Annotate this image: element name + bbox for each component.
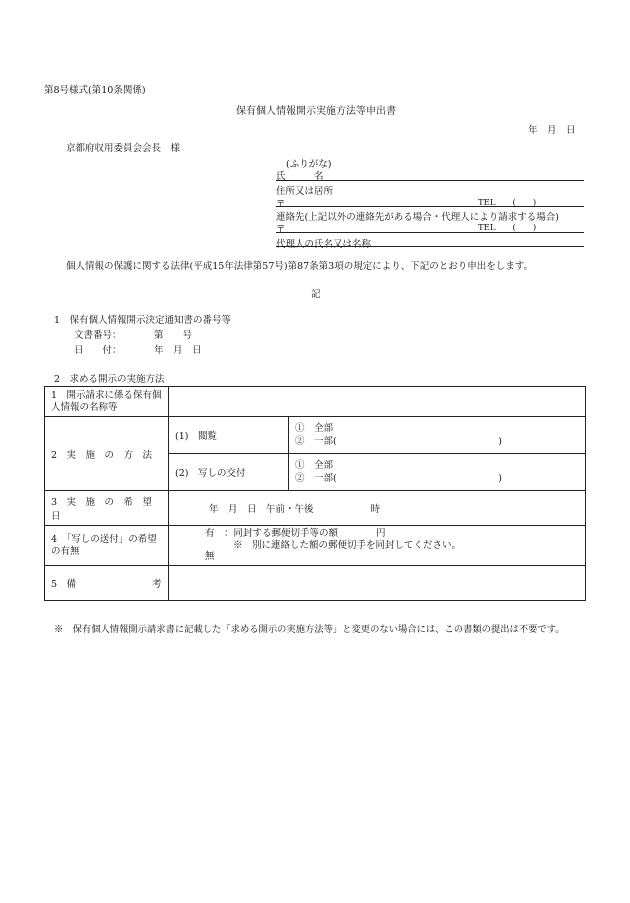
tel-label: TEL ( ) [478,198,537,208]
ki-heading: 記 [311,289,321,300]
method-copy-options[interactable] [289,454,586,491]
view-all-option[interactable]: ① 全部 [295,423,334,434]
address-label: 住所又は居所 [276,186,334,197]
info-name-field[interactable] [169,387,586,417]
preferred-date-field[interactable]: 年 月 日 午前・午後 時 [169,491,586,526]
table-row [45,417,586,454]
contact-label: 連絡先(上記以外の連絡先がある場合・代理人により請求する場合) [276,212,559,223]
remarks-field[interactable] [169,566,586,601]
section2-heading: 2 求める開示の実施方法 [54,374,165,385]
remarks-label: 5 備 考 [45,566,169,601]
view-partial-option[interactable]: ② 一部( ) [295,436,502,447]
method-view-label: (1) 閲覧 [169,417,289,454]
agent-label: 代理人の氏名又は名称 [276,239,372,250]
addressee: 京都府収用委員会会長 様 [66,143,181,154]
doc-no-label: 文書番号： [74,330,122,341]
copy-partial-option[interactable]: ② 一部( ) [295,473,502,484]
tel-label-2: TEL ( ) [478,223,537,233]
document-title: 保有個人情報開示実施方法等申出書 [236,106,396,117]
address-field-line[interactable] [276,206,584,207]
table-row [45,566,586,601]
method-copy-label: (2) 写しの交付 [169,454,289,491]
date-value: 年 月 日 [154,345,202,356]
table-row [45,526,586,566]
delivery-yes-option[interactable]: 有 ：同封する郵便切手等の額 円 [205,528,386,540]
copy-delivery-options[interactable] [169,526,586,566]
postal-mark: 〒 [276,199,286,210]
method-label: 2 実 施 の 方 法 [45,417,169,491]
statement: 個人情報の保護に関する法律(平成15年法律第57号)第87条第3項の規定により、下記のとおり申出をします。 [66,261,533,272]
agent-field-line[interactable] [276,246,584,247]
copy-all-option[interactable]: ① 全部 [295,460,334,471]
form-number: 第8号様式(第10条関係) [44,85,146,96]
delivery-no-option[interactable]: 無 [205,551,215,563]
date-label: 日 付： [74,345,122,356]
info-name-label: 1 開示請求に係る保有個人情報の名称等 [45,387,169,417]
preferred-date-label: 3 実 施 の 希 望 日 [45,491,169,526]
implementation-method-table [44,386,586,601]
section1-heading: 1 保有個人情報開示決定通知書の番号等 [54,315,232,326]
name-label: 氏 名 [276,171,324,182]
table-row [45,387,586,417]
contact-field-line[interactable] [276,232,584,233]
doc-no-value: 第 号 [154,330,193,341]
postal-mark-2: 〒 [276,224,286,235]
delivery-note: ※ 別に連絡した額の郵便切手を同封してください。 [233,539,462,551]
footnote: ※ 保有個人情報開示請求書に記載した「求める開示の実施方法等」と変更のない場合には、この書類の提出は不要です。 [54,624,565,635]
name-field-line[interactable] [276,180,584,181]
copy-delivery-label: 4 「写しの送付」の希望の有無 [45,526,169,566]
furigana-label: (ふりがな) [286,159,332,170]
method-view-options[interactable] [289,417,586,454]
date-line: 年 月 日 [528,125,576,136]
table-row [45,491,586,526]
